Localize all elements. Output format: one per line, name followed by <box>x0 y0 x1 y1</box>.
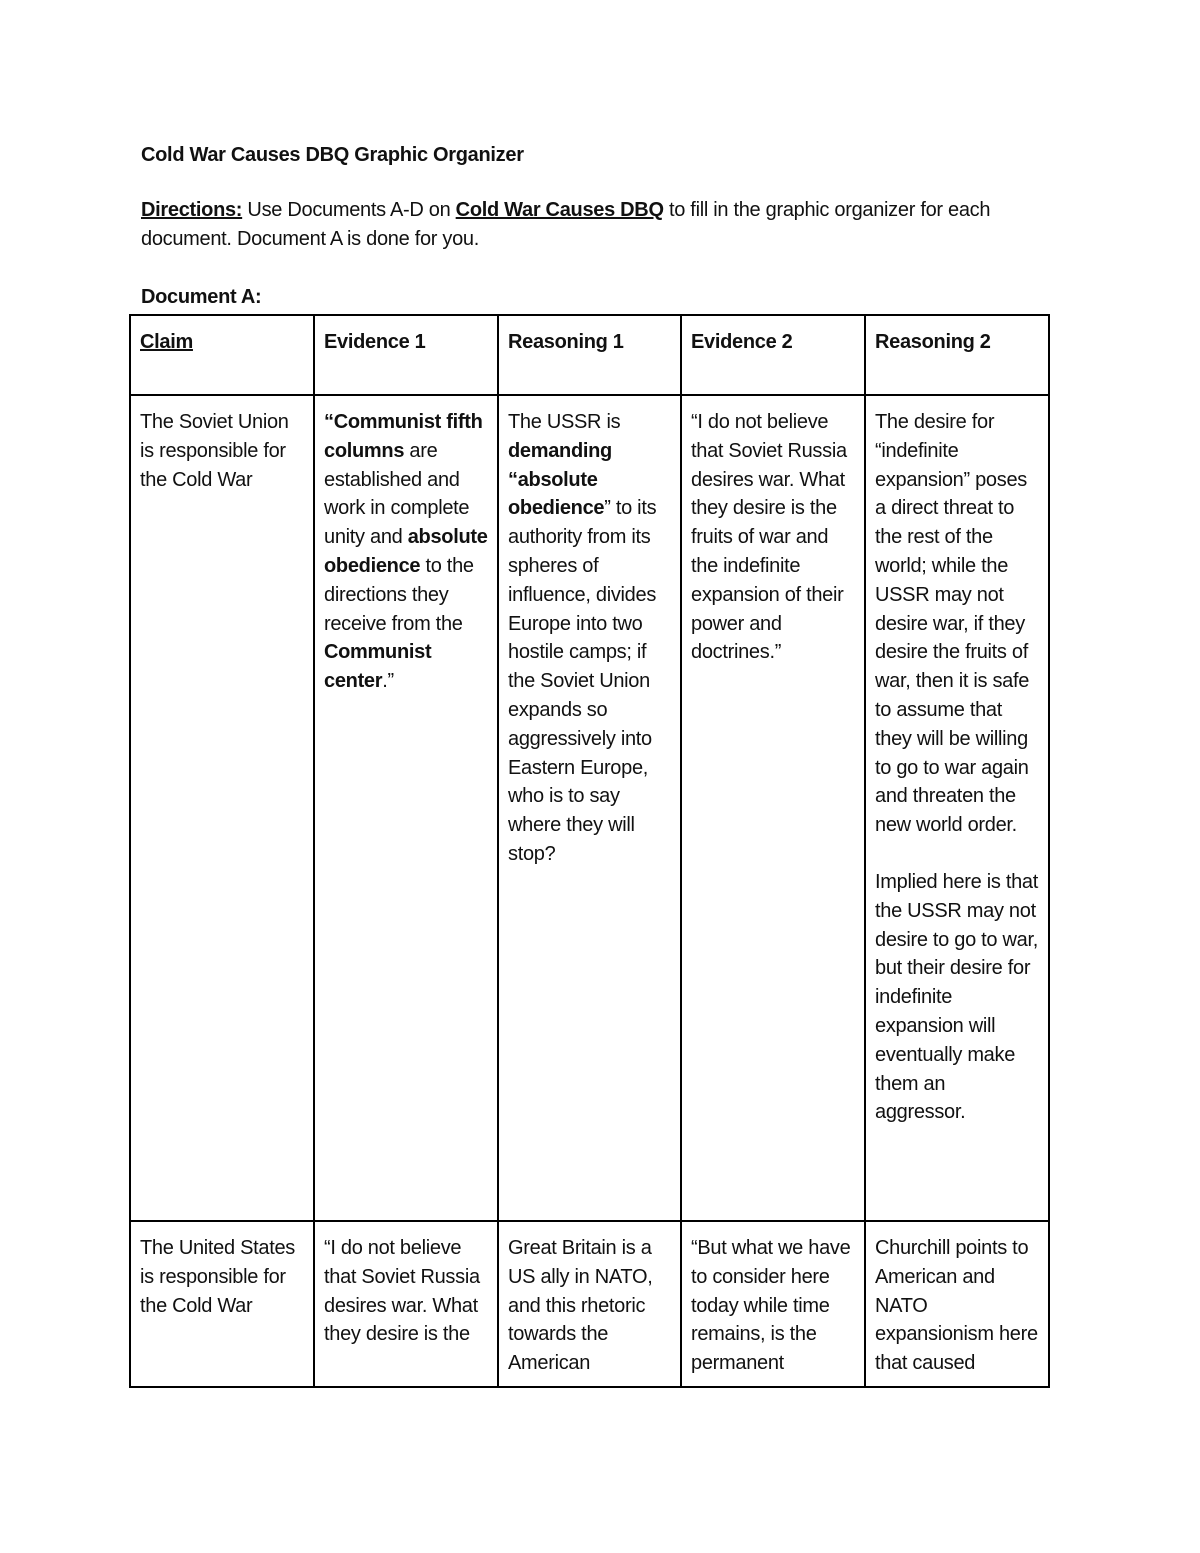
directions-text-before: Use Documents A-D on <box>242 199 456 221</box>
reasoning-1-part: ” to its authority from its spheres of influence, divides Europe into two hostile camps; if the Soviet Union expands so aggressively into Eastern Europe, who is to say where they will stop? <box>508 497 657 865</box>
table-row <box>130 1221 1049 1387</box>
evidence-1-part: Communist center <box>324 641 432 693</box>
evidence-2-cell: “I do not believe that Soviet Russia desires war. What they desire is the fruits of war and the indefinite expansion of their power and doctrines.” <box>681 395 865 1221</box>
reasoning-1-cell: Great Britain is a US ally in NATO, and this rhetoric towards the American <box>498 1221 681 1387</box>
evidence-1-part: absolute obedience <box>324 526 488 577</box>
graphic-organizer-table <box>129 314 1050 1388</box>
header-evidence-2: Evidence 2 <box>681 315 865 395</box>
claim-cell: The United States is responsible for the Cold War <box>130 1221 314 1387</box>
header-claim-label: Claim <box>140 331 193 353</box>
evidence-2-cell: “But what we have to consider here today while time remains, is the permanent <box>681 1221 865 1387</box>
evidence-1-part: to the directions they receive from the <box>324 554 474 635</box>
header-row <box>130 315 1049 395</box>
reasoning-2-paragraph-2: Implied here is that the USSR may not desire to go to war, but their desire for indefinite expansion will eventually make them an aggressor. <box>875 870 1038 1124</box>
section-label: Document A: <box>141 286 262 308</box>
reasoning-2-cell <box>865 395 1049 1221</box>
evidence-1-cell <box>314 395 498 1221</box>
directions-text <box>141 196 1071 254</box>
header-reasoning-1: Reasoning 1 <box>498 315 681 395</box>
evidence-1-part: are established and work in complete unity and <box>324 439 470 549</box>
evidence-1-part: .” <box>382 670 394 693</box>
reasoning-1-part: demanding “absolute obedience <box>508 439 612 520</box>
dbq-link-text: Cold War Causes DBQ <box>455 199 664 221</box>
reasoning-1-part: The USSR is <box>508 411 621 433</box>
directions-label: Directions: <box>141 199 243 221</box>
paragraph-spacer <box>875 840 1040 868</box>
header-reasoning-2: Reasoning 2 <box>865 315 1049 395</box>
document-page <box>141 140 1071 312</box>
document-title: Cold War Causes DBQ Graphic Organizer <box>141 144 524 166</box>
reasoning-2-paragraph-1: The desire for “indefinite expansion” poses a direct threat to the rest of the world; while the USSR may not desire war, if they desire the fruits of war, then it is safe to assume that they will be willing to go to war again and threaten the new world order. <box>875 411 1030 837</box>
table-row <box>130 395 1049 1221</box>
reasoning-2-cell: Churchill points to American and NATO expansionism here that caused <box>865 1221 1049 1387</box>
reasoning-1-cell <box>498 395 681 1221</box>
header-claim <box>130 315 314 395</box>
header-evidence-1: Evidence 1 <box>314 315 498 395</box>
evidence-1-cell: “I do not believe that Soviet Russia desires war. What they desire is the <box>314 1221 498 1387</box>
claim-cell: The Soviet Union is responsible for the Cold War <box>130 395 314 1221</box>
directions-text-after: to fill in the graphic organizer for each document. Document A is done for you. <box>141 199 991 250</box>
evidence-1-part: “Communist fifth columns <box>324 411 483 462</box>
